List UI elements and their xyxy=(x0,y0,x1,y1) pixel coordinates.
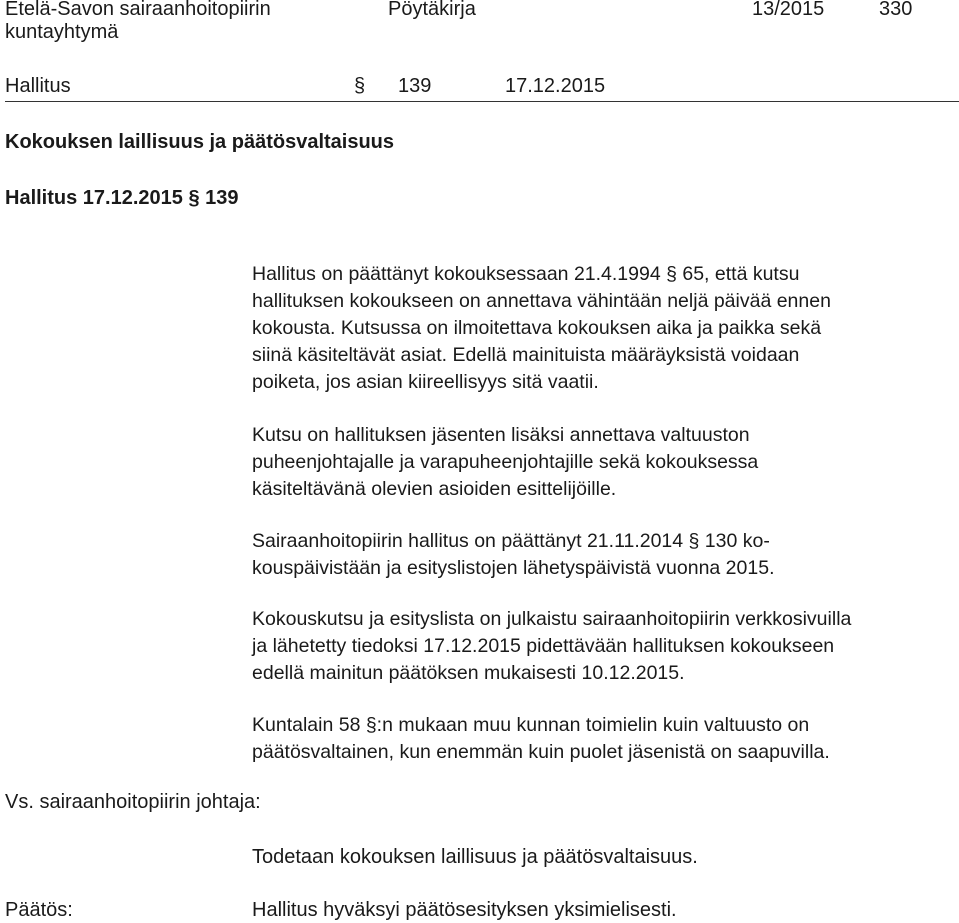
meeting-reference-number: 139 xyxy=(205,187,239,209)
body-name: Hallitus xyxy=(5,75,71,97)
paragraph-publication xyxy=(252,606,957,687)
document-type: Pöytäkirja xyxy=(388,0,476,20)
page-number: 330 xyxy=(879,0,913,20)
text-line: hallituksen kokoukseen on annettava vähintään neljä päivää ennen xyxy=(252,290,831,312)
document-number: 13/2015 xyxy=(752,0,825,20)
decision-label: Päätös: xyxy=(5,899,73,921)
paragraph-quorum-rule xyxy=(252,712,957,766)
meeting-reference xyxy=(5,187,239,210)
proposal-label: Vs. sairaanhoitopiirin johtaja: xyxy=(5,791,261,813)
text-line: käsiteltävänä olevien asioiden esittelijöille. xyxy=(252,478,617,500)
text-line: kokousta. Kutsussa on ilmoitettava kokouksen aika ja paikka sekä xyxy=(252,317,822,339)
text-line: Sairaanhoitopiirin hallitus on päättänyt 21.11.2014 § 130 ko- xyxy=(252,530,770,552)
text-line: Kutsu on hallituksen jäsenten lisäksi annettava valtuuston xyxy=(252,424,750,446)
text-line: Hallitus on päättänyt kokouksessaan 21.4.1994 § 65, että kutsu xyxy=(252,263,800,285)
decision-text: Hallitus hyväksyi päätösesityksen yksimielisesti. xyxy=(252,899,677,921)
text-line: kouspäivistään ja esityslistojen lähetyspäivistä vuonna 2015. xyxy=(252,557,775,579)
header-divider xyxy=(5,101,959,102)
meeting-reference-symbol: § xyxy=(188,187,200,209)
section-number: 139 xyxy=(398,75,432,97)
organization-name xyxy=(5,0,271,44)
paragraph-meeting-notice xyxy=(252,261,957,396)
page-title: Kokouksen laillisuus ja päätösvaltaisuus xyxy=(5,131,395,153)
meeting-date: 17.12.2015 xyxy=(505,75,606,97)
section-symbol: § xyxy=(354,75,366,97)
organization-name-line1: Etelä-Savon sairaanhoitopiirin xyxy=(5,0,271,20)
proposal-text: Todetaan kokouksen laillisuus ja päätösvaltaisuus. xyxy=(252,846,698,868)
text-line: edellä mainitun päätöksen mukaisesti 10.12.2015. xyxy=(252,662,685,684)
meeting-reference-text: Hallitus 17.12.2015 xyxy=(5,187,183,209)
paragraph-invitation-recipients xyxy=(252,422,957,503)
text-line: päätösvaltainen, kun enemmän kuin puolet jäsenistä on saapuvilla. xyxy=(252,741,830,763)
organization-name-line2: kuntayhtymä xyxy=(5,21,119,43)
text-line: puheenjohtajalle ja varapuheenjohtajille sekä kokouksessa xyxy=(252,451,759,473)
text-line: poiketa, jos asian kiireellisyys sitä vaatii. xyxy=(252,371,599,393)
text-line: ja lähetetty tiedoksi 17.12.2015 pidettävään hallituksen kokoukseen xyxy=(252,635,835,657)
paragraph-meeting-schedule xyxy=(252,528,957,582)
text-line: Kokouskutsu ja esityslista on julkaistu sairaanhoitopiirin verkkosivuilla xyxy=(252,608,852,630)
text-line: Kuntalain 58 §:n mukaan muu kunnan toimielin kuin valtuusto on xyxy=(252,714,810,736)
text-line: siinä käsiteltävät asiat. Edellä mainituista määräyksistä voidaan xyxy=(252,344,800,366)
